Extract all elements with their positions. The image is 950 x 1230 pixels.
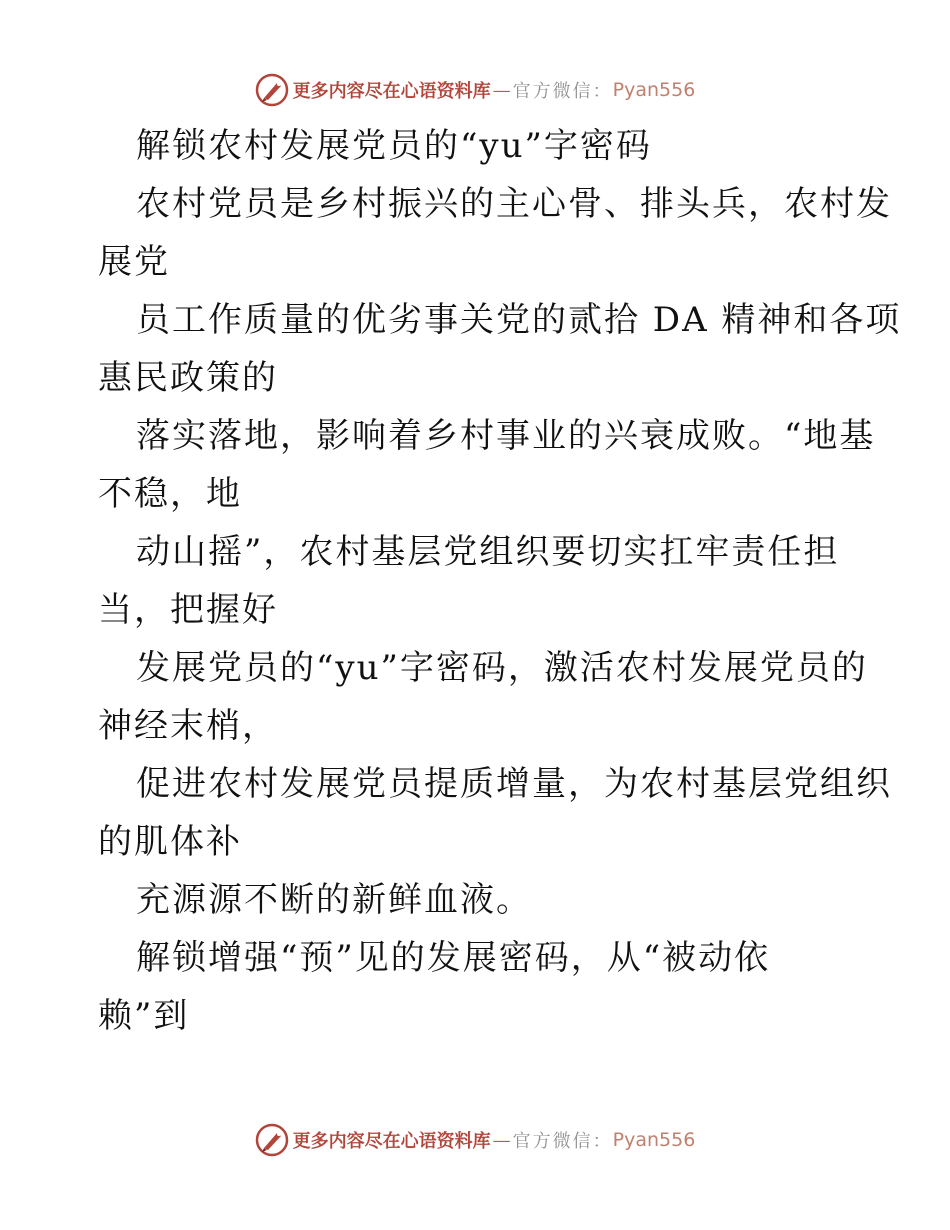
header-banner: [0, 70, 950, 110]
doc-line: 不稳，地: [98, 474, 242, 514]
footer-banner: [0, 1120, 950, 1160]
banner-wechat-label: 官方微信：: [512, 81, 613, 102]
doc-line: 赖”到: [98, 996, 190, 1036]
banner-lead-text: 更多内容尽在心语资料库: [292, 1131, 491, 1152]
doc-line: 解锁增强“预”见的发展密码，从“被动依: [136, 938, 771, 978]
doc-line: 惠民政策的: [98, 358, 278, 398]
banner-lead-text: 更多内容尽在心语资料库: [292, 81, 491, 102]
doc-line: 促进农村发展党员提质增量，为农村基层党组织: [136, 764, 892, 804]
doc-title-line: 解锁农村发展党员的“yu”字密码: [136, 126, 652, 166]
doc-line: 动山摇”，农村基层党组织要切实扛牢责任担: [136, 532, 840, 572]
doc-line: 员工作质量的优劣事关党的贰拾 DA 精神和各项: [136, 300, 902, 340]
doc-line: 落实落地，影响着乡村事业的兴衰成败。“地基: [136, 416, 876, 456]
banner-dash: —: [492, 1129, 511, 1151]
doc-line: 发展党员的“yu”字密码，激活农村发展党员的: [136, 648, 868, 688]
pen-logo-icon: [255, 1123, 289, 1157]
banner-dash: —: [492, 79, 511, 101]
doc-line: 的肌体补: [98, 822, 242, 862]
doc-line: 当，把握好: [98, 590, 278, 630]
pen-logo-icon: [255, 73, 289, 107]
doc-line: 农村党员是乡村振兴的主心骨、排头兵，农村发: [136, 184, 892, 224]
doc-line: 展党: [98, 242, 170, 282]
banner-wechat-id: Pyan556: [612, 79, 696, 101]
doc-line: 充源源不断的新鲜血液。: [136, 880, 532, 920]
banner-wechat-id: Pyan556: [612, 1129, 696, 1151]
banner-wechat-label: 官方微信：: [512, 1131, 613, 1152]
doc-line: 神经末梢，: [98, 706, 278, 746]
document-body: [98, 117, 902, 1045]
